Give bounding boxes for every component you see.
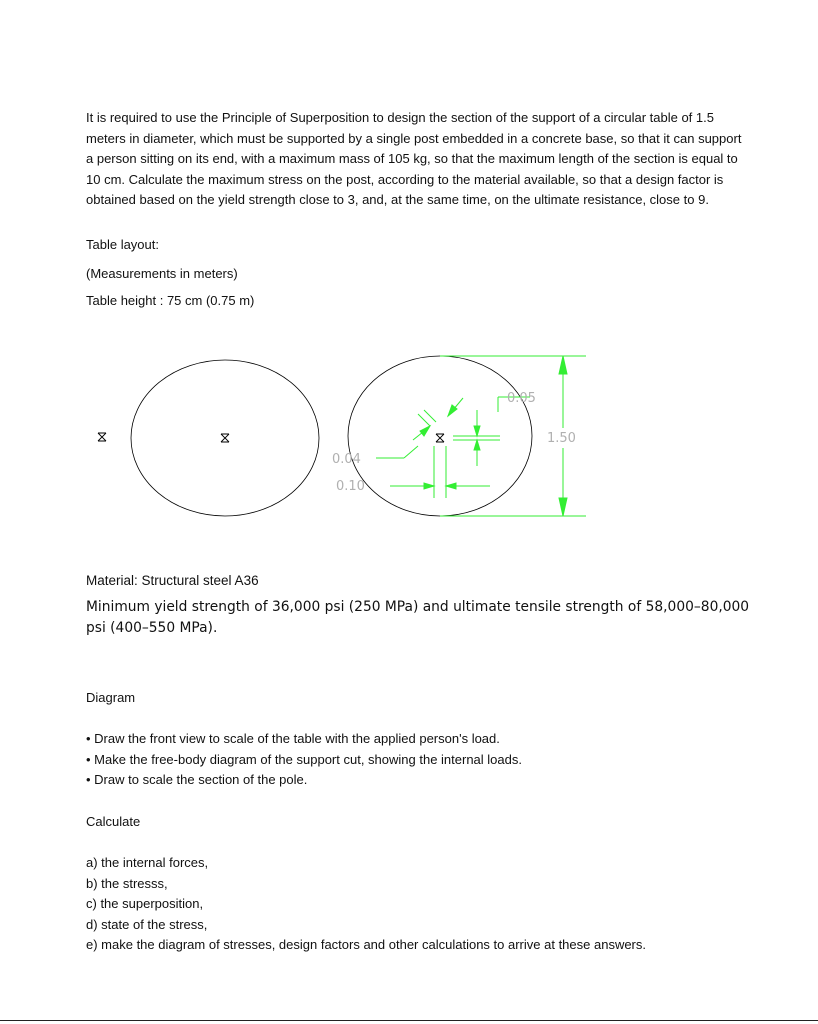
table-layout-heading: Table layout:: [86, 237, 159, 252]
material-label: Material: Structural steel A36: [86, 573, 259, 588]
center-marker-icon: [221, 434, 229, 442]
calculate-task-item: e) make the diagram of stresses, design factors and other calculations to arrive at these answers.: [86, 937, 646, 952]
diagram-task-list: [86, 729, 522, 791]
dimension-label-0-10: 0.10: [336, 479, 365, 494]
diagram-task-item: • Draw the front view to scale of the table with the applied person's load.: [86, 729, 522, 750]
material-properties: Minimum yield strength of 36,000 psi (250 MPa) and ultimate tensile strength of 58,000–80,000 psi (400–550 MPa).: [86, 599, 750, 636]
page-bottom-rule: [0, 1020, 818, 1021]
table-height-note: Table height : 75 cm (0.75 m): [86, 293, 255, 308]
dimension-label-1-50: 1.50: [547, 431, 576, 446]
diagram-task-item: • Make the free-body diagram of the support cut, showing the internal loads.: [86, 750, 522, 771]
table-top-outline-right: [348, 356, 532, 516]
calculate-task-item: c) the superposition,: [86, 896, 204, 911]
problem-statement: It is required to use the Principle of Superposition to design the section of the support of a circular table of 1.5 meters in diameter, which must be supported by a single post embedded in a concrete base, so that it can support a person sitting on its end, with a maximum mass of 105 kg, so that the maximum length of the section is equal to 10 cm. Calculate the maximum stress on the post, according to the material available, so that a design factor is obtained based on the yield strength close to 3, and, at the same time, on the ultimate resistance, close to 9.: [86, 110, 742, 207]
diagram-task-item: • Draw to scale the section of the pole.: [86, 770, 522, 791]
calculate-task-list: [86, 853, 646, 956]
diagram-heading: Diagram: [86, 690, 136, 705]
center-marker-icon: [436, 434, 444, 442]
calculate-task-item: d) state of the stress,: [86, 916, 208, 932]
units-note: (Measurements in meters): [86, 266, 238, 281]
center-marker-icon: [98, 433, 106, 441]
calculate-task-item: a) the internal forces,: [86, 855, 209, 870]
calculate-task-item: b) the stresss,: [86, 875, 168, 891]
table-layout-drawing: [0, 340, 818, 530]
calculate-heading: Calculate: [86, 814, 141, 829]
dimension-label-0-05: 0.05: [507, 391, 536, 406]
dimension-label-0-04: 0.04: [332, 452, 361, 467]
